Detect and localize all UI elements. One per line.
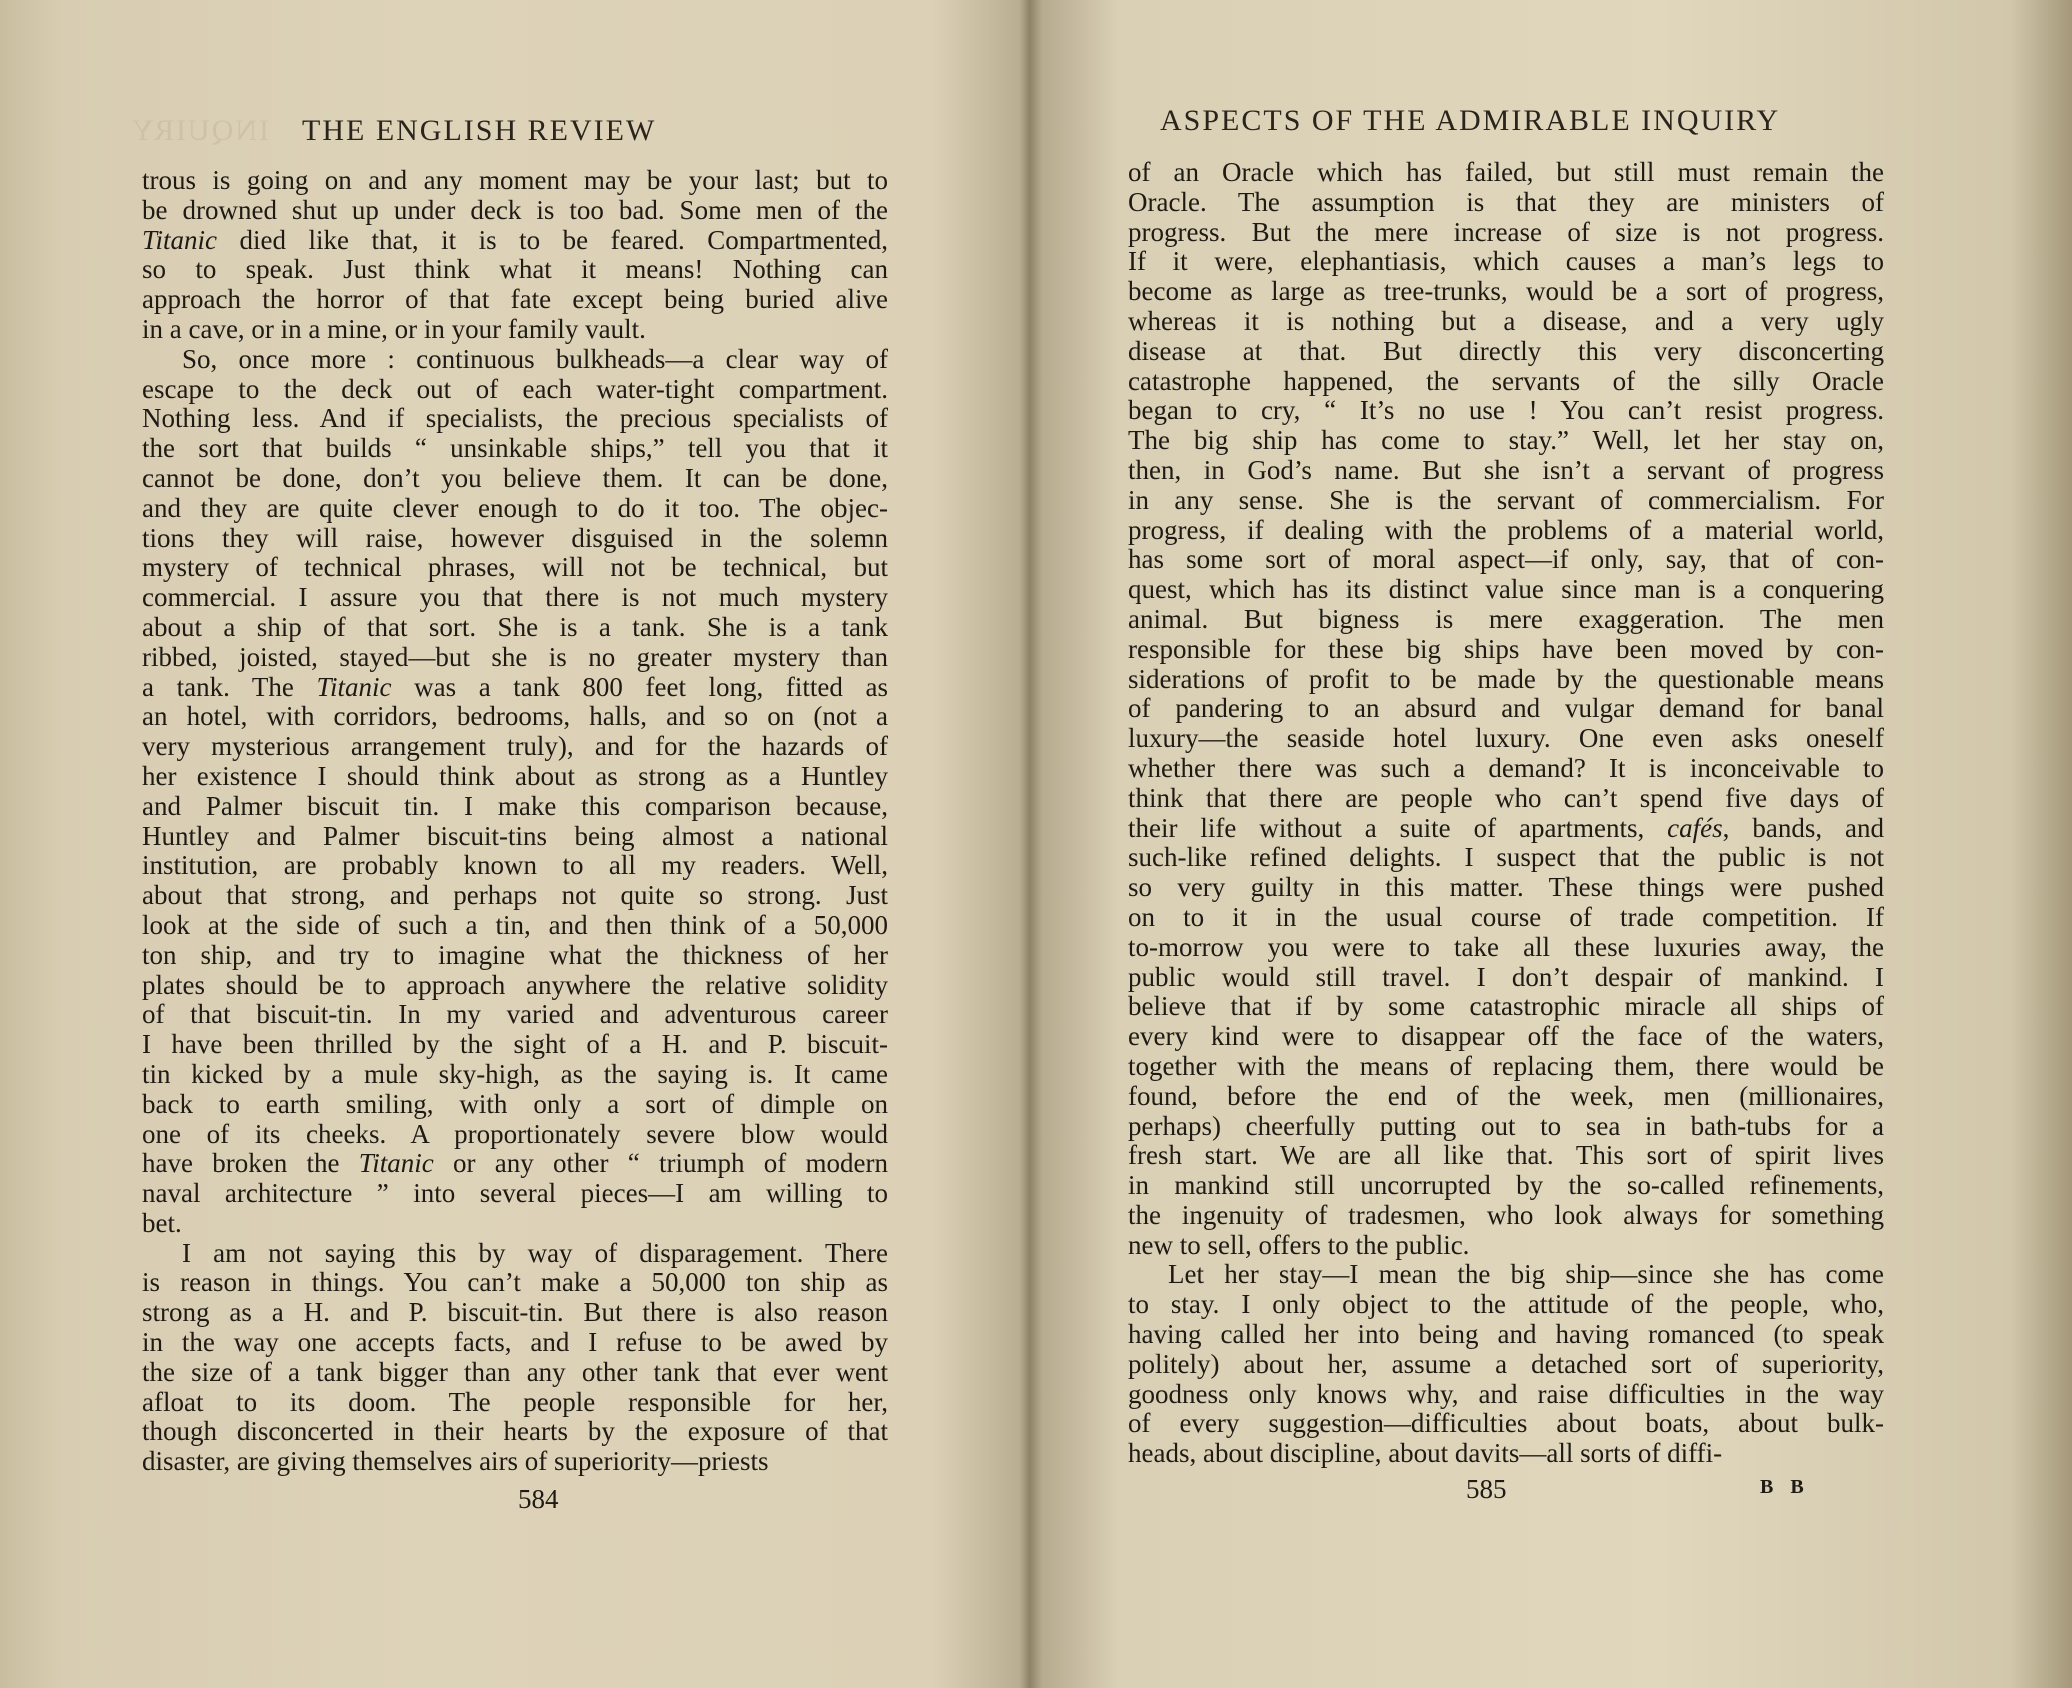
text-line: naval architecture ” into several pieces—I am willing to bbox=[142, 1178, 888, 1209]
text-line: back to earth smiling, with only a sort of dimple on bbox=[142, 1088, 888, 1119]
text-line: Let her stay—I mean the big ship—since she has come bbox=[1168, 1259, 1884, 1290]
text-line: found, before the end of the week, men (millionaires, bbox=[1128, 1080, 1884, 1111]
text-line: Huntley and Palmer biscuit-tins being almost a national bbox=[142, 820, 888, 851]
text-line: luxury—the seaside hotel luxury. One even asks oneself bbox=[1128, 723, 1884, 754]
left-page bbox=[0, 0, 1010, 1688]
text-line: catastrophe happened, the servants of the silly Oracle bbox=[1128, 365, 1884, 396]
text-line: fresh start. We are all like that. This sort of spirit lives bbox=[1128, 1140, 1884, 1171]
page-number-right: 585 bbox=[1466, 1474, 1507, 1504]
paragraph bbox=[142, 1239, 888, 1477]
text-line: trous is going on and any moment may be your last; but to bbox=[142, 165, 888, 195]
text-line: goodness only knows why, and raise difficulties in the way bbox=[1128, 1378, 1884, 1409]
text-line: afloat to its doom. The people responsible for her, bbox=[142, 1386, 888, 1417]
text-line: her existence I should think about as strong as a Huntley bbox=[142, 760, 888, 791]
text-line: perhaps) cheerfully putting out to sea in bath-tubs for a bbox=[1128, 1110, 1884, 1141]
text-line: and Palmer biscuit tin. I make this comparison because, bbox=[142, 790, 888, 821]
text-line: the size of a tank bigger than any other tank that ever went bbox=[142, 1356, 888, 1387]
text-line: mystery of technical phrases, will not be technical, but bbox=[142, 552, 888, 583]
text-line: strong as a H. and P. biscuit-tin. But there is also reason bbox=[142, 1297, 888, 1328]
text-line: in mankind still uncorrupted by the so-called refinements, bbox=[1128, 1170, 1884, 1201]
text-line: quest, which has its distinct value since man is a conquering bbox=[1128, 574, 1884, 605]
text-line: plates should be to approach anywhere the relative solidity bbox=[142, 969, 888, 1000]
text-line: be drowned shut up under deck is too bad. Some men of the bbox=[142, 194, 888, 225]
text-line: commercial. I assure you that there is not much mystery bbox=[142, 582, 888, 613]
text-line: about a ship of that sort. She is a tank. She is a tank bbox=[142, 611, 888, 642]
text-line: and they are quite clever enough to do it too. The objec- bbox=[142, 492, 888, 523]
text-line: whether there was such a demand? It is inconceivable to bbox=[1128, 752, 1884, 783]
text-line: very mysterious arrangement truly), and for the hazards of bbox=[142, 731, 888, 762]
running-head-right: ASPECTS OF THE ADMIRABLE INQUIRY bbox=[1160, 104, 1781, 137]
text-line: to-morrow you were to take all these luxuries away, the bbox=[1128, 931, 1884, 962]
text-line: in the way one accepts facts, and I refuse to be awed by bbox=[142, 1327, 888, 1358]
text-line: tin kicked by a mule sky-high, as the saying is. It came bbox=[142, 1058, 888, 1089]
text-line: having called her into being and having romanced (to speak bbox=[1128, 1319, 1884, 1350]
text-line: one of its cheeks. A proportionately severe blow would bbox=[142, 1118, 888, 1149]
text-line: is reason in things. You can’t make a 50,000 ton ship as bbox=[142, 1267, 888, 1298]
text-line: began to cry, “ It’s no use ! You can’t resist progress. bbox=[1128, 395, 1884, 426]
text-line: Nothing less. And if specialists, the precious specialists of bbox=[142, 403, 888, 434]
text-line: the sort that builds “ unsinkable ships,” tell you that it bbox=[142, 433, 888, 464]
text-line: progress, if dealing with the problems of a material world, bbox=[1128, 514, 1884, 545]
text-line: of pandering to an absurd and vulgar demand for banal bbox=[1128, 693, 1884, 724]
text-line: public would still travel. I don’t despair of mankind. I bbox=[1128, 961, 1884, 992]
text-line: in any sense. She is the servant of commercialism. For bbox=[1128, 484, 1884, 515]
text-line: cannot be done, don’t you believe them. It can be done, bbox=[142, 462, 888, 493]
paragraph bbox=[1128, 158, 1884, 1260]
text-line: of that biscuit-tin. In my varied and adventurous career bbox=[142, 999, 888, 1030]
text-line: So, once more : continuous bulkheads—a clear way of bbox=[182, 343, 888, 374]
text-line: then, in God’s name. But she isn’t a servant of progress bbox=[1128, 454, 1884, 485]
text-line: in a cave, or in a mine, or in your family vault. bbox=[142, 313, 646, 344]
text-line: every kind were to disappear off the face of the waters, bbox=[1128, 1021, 1884, 1052]
text-line: bet. bbox=[142, 1207, 182, 1238]
text-line: animal. But bigness is mere exaggeration. The men bbox=[1128, 603, 1884, 634]
text-line: about that strong, and perhaps not quite so strong. Just bbox=[142, 880, 888, 911]
signature-mark: B B bbox=[1760, 1476, 1810, 1498]
text-line: an hotel, with corridors, bedrooms, halls, and so on (not a bbox=[142, 701, 888, 732]
text-line: politely) about her, assume a detached sort of superiority, bbox=[1128, 1348, 1884, 1379]
text-line: has some sort of moral aspect—if only, say, that of con- bbox=[1128, 544, 1884, 575]
text-line: the ingenuity of tradesmen, who look always for something bbox=[1128, 1199, 1884, 1230]
text-line: siderations of profit to be made by the questionable means bbox=[1128, 663, 1884, 694]
text-line: such-like refined delights. I suspect that the public is not bbox=[1128, 842, 1884, 873]
text-line: ribbed, joisted, stayed—but she is no greater mystery than bbox=[142, 641, 888, 672]
paragraph bbox=[142, 166, 888, 345]
text-line: The big ship has come to stay.” Well, let her stay on, bbox=[1128, 425, 1884, 456]
page-number-left: 584 bbox=[518, 1484, 559, 1514]
text-line: look at the side of such a tin, and then think of a 50,000 bbox=[142, 909, 888, 940]
show-through-text: INQUIRY bbox=[130, 114, 269, 147]
text-line: become as large as tree-trunks, would be a sort of progress, bbox=[1128, 276, 1884, 307]
text-line: progress. But the mere increase of size is not progress. bbox=[1128, 216, 1884, 247]
text-line: their life without a suite of apartments, cafés, bands, and bbox=[1128, 812, 1884, 843]
text-line: disaster, are giving themselves airs of superiority—priests bbox=[142, 1446, 769, 1477]
text-line: Oracle. The assumption is that they are ministers of bbox=[1128, 186, 1884, 217]
running-head-left: THE ENGLISH REVIEW bbox=[302, 114, 657, 147]
text-line: so to speak. Just think what it means! Nothing can bbox=[142, 254, 888, 285]
text-line: on to it in the usual course of trade competition. If bbox=[1128, 901, 1884, 932]
text-line: new to sell, offers to the public. bbox=[1128, 1229, 1470, 1260]
text-line: institution, are probably known to all my readers. Well, bbox=[142, 850, 888, 881]
text-line: responsible for these big ships have been moved by con- bbox=[1128, 633, 1884, 664]
text-line: have broken the Titanic or any other “ triumph of modern bbox=[142, 1148, 888, 1179]
text-line: of every suggestion—difficulties about boats, about bulk- bbox=[1128, 1408, 1884, 1439]
text-line: If it were, elephantiasis, which causes a man’s legs to bbox=[1128, 246, 1884, 277]
right-page bbox=[1010, 0, 2072, 1688]
text-line: though disconcerted in their hearts by the exposure of that bbox=[142, 1416, 888, 1447]
text-line: think that there are people who can’t spend five days of bbox=[1128, 782, 1884, 813]
text-line: a tank. The Titanic was a tank 800 feet long, fitted as bbox=[142, 671, 888, 702]
paragraph bbox=[142, 345, 888, 1239]
text-line: of an Oracle which has failed, but still must remain the bbox=[1128, 157, 1884, 187]
text-line: to stay. I only object to the attitude of the people, who, bbox=[1128, 1289, 1884, 1320]
text-line: I have been thrilled by the sight of a H. and P. biscuit- bbox=[142, 1029, 888, 1060]
paragraph bbox=[1128, 1260, 1884, 1469]
text-line: heads, about discipline, about davits—all sorts of diffi- bbox=[1128, 1438, 1723, 1469]
text-line: I am not saying this by way of disparagement. There bbox=[182, 1237, 888, 1268]
text-line: so very guilty in this matter. These things were pushed bbox=[1128, 872, 1884, 903]
right-page-body bbox=[1128, 158, 1884, 1469]
text-line: believe that if by some catastrophic miracle all ships of bbox=[1128, 991, 1884, 1022]
text-line: disease at that. But directly this very disconcerting bbox=[1128, 335, 1884, 366]
text-line: Titanic died like that, it is to be feared. Compartmented, bbox=[142, 224, 888, 255]
text-line: approach the horror of that fate except being buried alive bbox=[142, 284, 888, 315]
text-line: whereas it is nothing but a disease, and a very ugly bbox=[1128, 305, 1884, 336]
text-line: tions they will raise, however disguised in the solemn bbox=[142, 522, 888, 553]
text-line: ton ship, and try to imagine what the thickness of her bbox=[142, 939, 888, 970]
text-line: escape to the deck out of each water-tight compartment. bbox=[142, 373, 888, 404]
text-line: together with the means of replacing them, there would be bbox=[1128, 1050, 1884, 1081]
left-page-body bbox=[142, 166, 888, 1477]
